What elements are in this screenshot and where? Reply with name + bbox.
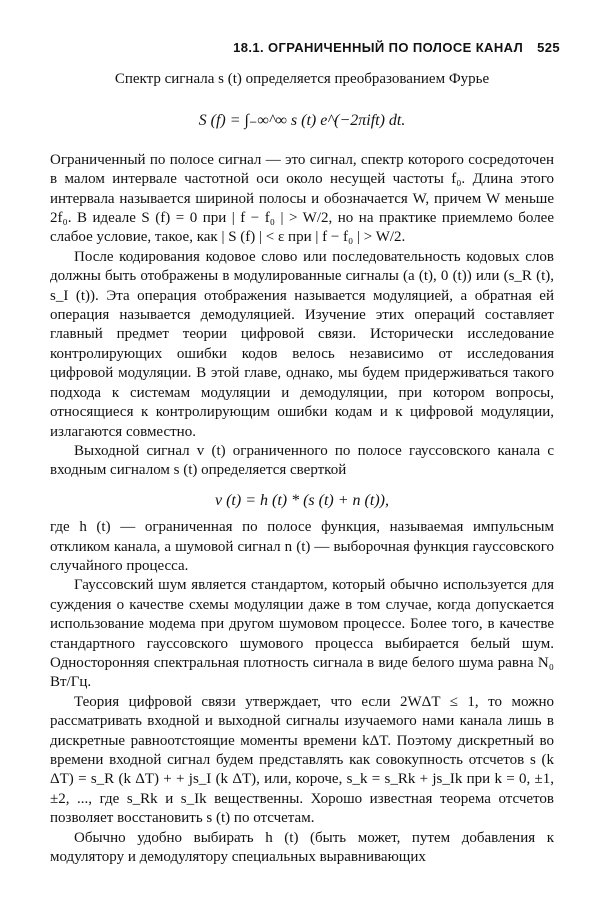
page-number: 525	[537, 40, 560, 55]
paragraph-7: Обычно удобно выбирать h (t) (быть может, путем добавления к модулятору и демодулятору специальных выравнивающих	[50, 829, 554, 866]
paragraph-4: где h (t) — ограниченная по полосе функция, называемая импульсным откликом канала, а шумовой сигнал n (t) — выборочная функция гауссовского случайного процесса.	[50, 519, 554, 574]
paragraph-5: Гауссовский шум является стандартом, который обычно используется для суждения о качестве схемы модуляции даже в том случае, когда допускается использование модема при другом шумовом процессе. Более того, в качестве стандартного гауссовского шумового процесса выбирается белый шум. Односторонняя спектральная плотность сигнала в виде белого шума равна N₀ Вт/Гц.	[50, 577, 554, 691]
paragraph-2: После кодирования кодовое слово или последовательность кодовых слов должны быть отображены в модулированные сигналы (a (t), 0 (t)) или (s_R (t), s_I (t)). Эта операция отображения называется модуляцией, а обратная ей операция называется демодуляцией. Изучение этих операций составляет главный предмет теории цифровой связи. Исторически исследование контролирующих ошибки кодов велось независимо от исследования цифровой модуляции. В этой главе, однако, мы будем придерживаться такого подхода к системам модуляции и демодуляции, при котором вопросы, относящиеся к контролирующим ошибки кодам и к цифровой модуляции, излагаются совместно.	[50, 248, 554, 440]
paragraph-1: Ограниченный по полосе сигнал — это сигнал, спектр которого сосредоточен в малом интервале частотной оси около несущей частоты f₀. Длина этого интервала называется шириной полосы и обозначается W, причем W меньше 2f₀. В идеале S (f) = 0 при | f − f₀ | > W/2, но на практике приемлемо более слабое условие, такое, как | S (f) | < ε при | f − f₀ | > W/2.	[50, 151, 554, 246]
paragraph-6: Теория цифровой связи утверждает, что если 2WΔT ≤ 1, то можно рассматривать входной и выходной сигналы изучаемого нами канала лишь в дискретные равноотстоящие моменты времени kΔT. Поэтому дискретный во времени входной сигнал будем представлять как совокупность отсчетов s (k ΔT) = s_R (k ΔT) + + js_I (k ΔT), или, короче, s_k = s_Rk + js_Ik при k = 0, ±1, ±2, ..., где s_Rk и s_Ik вещественны. Хорошо известная теорема отсчетов позволяет восстановить s (t) по отсчетам.	[50, 693, 554, 827]
convolution-formula: v (t) = h (t) * (s (t) + n (t)),	[215, 491, 389, 509]
fourier-formula: S (f) = ∫₋∞^∞ s (t) e^(−2πift) dt.	[198, 112, 406, 130]
paragraph-3: Выходной сигнал v (t) ограниченного по полосе гауссовского канала с входным сигналом s (t) определяется сверткой	[50, 442, 554, 479]
page-body	[50, 70, 554, 867]
intro-line: Спектр сигнала s (t) определяется преобразованием Фурье	[114, 71, 490, 87]
section-title: 18.1. ОГРАНИЧЕННЫЙ ПО ПОЛОСЕ КАНАЛ	[233, 40, 524, 55]
running-header	[195, 40, 560, 55]
